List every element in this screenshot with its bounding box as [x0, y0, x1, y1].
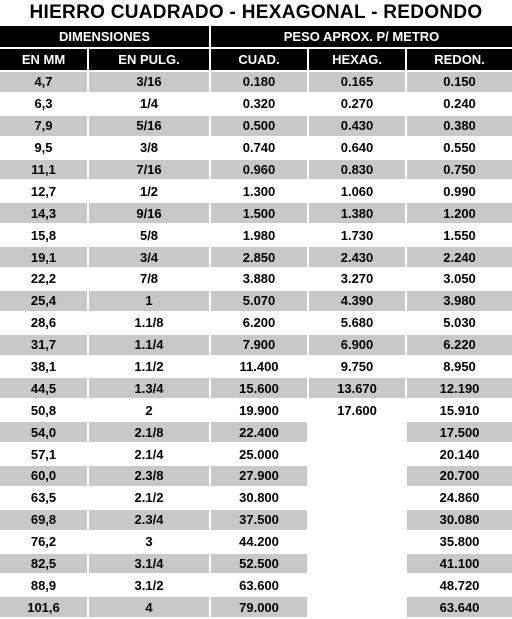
cell-square-weight: 1.500 [210, 202, 308, 224]
cell-hex-weight [308, 465, 406, 487]
cell-hex-weight: 2.430 [308, 246, 406, 268]
table-row [0, 202, 512, 224]
table-row [0, 553, 512, 575]
cell-square-weight: 1.300 [210, 180, 308, 202]
table-row [0, 93, 512, 115]
cell-mm: 69,8 [0, 509, 88, 531]
cell-square-weight: 30.800 [210, 487, 308, 509]
table-row [0, 334, 512, 356]
cell-round-weight: 12.190 [406, 377, 512, 399]
cell-mm: 38,1 [0, 356, 88, 378]
cell-hex-weight [308, 487, 406, 509]
cell-inches: 2.3/4 [88, 509, 210, 531]
cell-square-weight: 44.200 [210, 531, 308, 553]
table-row [0, 574, 512, 596]
cell-round-weight: 24.860 [406, 487, 512, 509]
cell-mm: 19,1 [0, 246, 88, 268]
cell-mm: 22,2 [0, 268, 88, 290]
cell-hex-weight: 6.900 [308, 334, 406, 356]
cell-round-weight: 6.220 [406, 334, 512, 356]
cell-round-weight: 48.720 [406, 574, 512, 596]
table-body [0, 71, 512, 618]
cell-hex-weight: 0.830 [308, 159, 406, 181]
column-header-mm: EN MM [0, 48, 88, 71]
cell-square-weight: 63.600 [210, 574, 308, 596]
weight-table [0, 26, 512, 619]
cell-inches: 1.1/4 [88, 334, 210, 356]
cell-hex-weight: 0.165 [308, 71, 406, 93]
cell-hex-weight [308, 443, 406, 465]
cell-round-weight: 63.640 [406, 596, 512, 618]
cell-round-weight: 20.700 [406, 465, 512, 487]
cell-mm: 57,1 [0, 443, 88, 465]
cell-inches: 2.1/8 [88, 421, 210, 443]
cell-square-weight: 0.960 [210, 159, 308, 181]
cell-square-weight: 27.900 [210, 465, 308, 487]
column-header-round: REDON. [406, 48, 512, 71]
cell-hex-weight: 5.680 [308, 312, 406, 334]
cell-inches: 9/16 [88, 202, 210, 224]
cell-inches: 3 [88, 531, 210, 553]
cell-mm: 28,6 [0, 312, 88, 334]
cell-round-weight: 1.550 [406, 224, 512, 246]
page-title: HIERRO CUADRADO - HEXAGONAL - REDONDO [29, 2, 483, 23]
cell-inches: 1 [88, 290, 210, 312]
cell-mm: 4,7 [0, 71, 88, 93]
cell-round-weight: 41.100 [406, 553, 512, 575]
cell-inches: 5/8 [88, 224, 210, 246]
cell-inches: 3/4 [88, 246, 210, 268]
table-row [0, 487, 512, 509]
cell-round-weight: 0.380 [406, 115, 512, 137]
cell-square-weight: 15.600 [210, 377, 308, 399]
table-row [0, 159, 512, 181]
cell-hex-weight: 13.670 [308, 377, 406, 399]
cell-inches: 1.1/8 [88, 312, 210, 334]
table-row [0, 377, 512, 399]
cell-round-weight: 15.910 [406, 399, 512, 421]
table-row [0, 137, 512, 159]
cell-square-weight: 7.900 [210, 334, 308, 356]
table-row [0, 312, 512, 334]
cell-mm: 6,3 [0, 93, 88, 115]
table-row [0, 290, 512, 312]
cell-hex-weight: 3.270 [308, 268, 406, 290]
cell-inches: 3.1/2 [88, 574, 210, 596]
dimensions-header: DIMENSIONES [0, 26, 210, 48]
column-header-hexagonal: HEXAG. [308, 48, 406, 71]
cell-mm: 60,0 [0, 465, 88, 487]
cell-inches: 1/2 [88, 180, 210, 202]
table-row [0, 224, 512, 246]
cell-mm: 101,6 [0, 596, 88, 618]
table-row [0, 71, 512, 93]
cell-round-weight: 0.150 [406, 71, 512, 93]
table-row [0, 509, 512, 531]
cell-square-weight: 19.900 [210, 399, 308, 421]
cell-inches: 2.3/8 [88, 465, 210, 487]
cell-mm: 76,2 [0, 531, 88, 553]
cell-round-weight: 35.800 [406, 531, 512, 553]
cell-square-weight: 3.880 [210, 268, 308, 290]
cell-hex-weight: 0.640 [308, 137, 406, 159]
cell-mm: 31,7 [0, 334, 88, 356]
cell-square-weight: 1.980 [210, 224, 308, 246]
header-group-row [0, 26, 512, 48]
cell-square-weight: 11.400 [210, 356, 308, 378]
cell-round-weight: 0.550 [406, 137, 512, 159]
cell-square-weight: 37.500 [210, 509, 308, 531]
cell-round-weight: 3.980 [406, 290, 512, 312]
cell-inches: 2.1/2 [88, 487, 210, 509]
cell-mm: 50,8 [0, 399, 88, 421]
cell-mm: 15,8 [0, 224, 88, 246]
cell-inches: 3/16 [88, 71, 210, 93]
column-header-square: CUAD. [210, 48, 308, 71]
cell-mm: 14,3 [0, 202, 88, 224]
cell-inches: 2 [88, 399, 210, 421]
cell-hex-weight: 4.390 [308, 290, 406, 312]
cell-inches: 1.1/2 [88, 356, 210, 378]
table-row [0, 399, 512, 421]
cell-inches: 5/16 [88, 115, 210, 137]
cell-mm: 82,5 [0, 553, 88, 575]
cell-hex-weight [308, 553, 406, 575]
cell-hex-weight [308, 421, 406, 443]
cell-square-weight: 25.000 [210, 443, 308, 465]
cell-inches: 1.3/4 [88, 377, 210, 399]
cell-square-weight: 2.850 [210, 246, 308, 268]
cell-hex-weight [308, 574, 406, 596]
column-header-row [0, 48, 512, 71]
table-row [0, 180, 512, 202]
cell-round-weight: 0.240 [406, 93, 512, 115]
table-row [0, 268, 512, 290]
cell-inches: 7/16 [88, 159, 210, 181]
column-header-inches: EN PULG. [88, 48, 210, 71]
cell-mm: 54,0 [0, 421, 88, 443]
cell-square-weight: 0.320 [210, 93, 308, 115]
cell-hex-weight: 9.750 [308, 356, 406, 378]
cell-inches: 2.1/4 [88, 443, 210, 465]
cell-inches: 7/8 [88, 268, 210, 290]
cell-square-weight: 0.500 [210, 115, 308, 137]
cell-square-weight: 79.000 [210, 596, 308, 618]
cell-round-weight: 17.500 [406, 421, 512, 443]
cell-round-weight: 30.080 [406, 509, 512, 531]
cell-square-weight: 52.500 [210, 553, 308, 575]
cell-round-weight: 0.750 [406, 159, 512, 181]
table-row [0, 356, 512, 378]
cell-mm: 88,9 [0, 574, 88, 596]
cell-mm: 63,5 [0, 487, 88, 509]
cell-mm: 7,9 [0, 115, 88, 137]
cell-mm: 11,1 [0, 159, 88, 181]
cell-square-weight: 0.180 [210, 71, 308, 93]
cell-hex-weight: 17.600 [308, 399, 406, 421]
cell-hex-weight: 0.270 [308, 93, 406, 115]
table-row [0, 246, 512, 268]
cell-hex-weight: 1.380 [308, 202, 406, 224]
cell-square-weight: 22.400 [210, 421, 308, 443]
cell-inches: 3.1/4 [88, 553, 210, 575]
cell-hex-weight [308, 531, 406, 553]
cell-hex-weight: 1.060 [308, 180, 406, 202]
cell-hex-weight: 1.730 [308, 224, 406, 246]
cell-mm: 9,5 [0, 137, 88, 159]
cell-round-weight: 3.050 [406, 268, 512, 290]
cell-round-weight: 20.140 [406, 443, 512, 465]
cell-round-weight: 2.240 [406, 246, 512, 268]
table-row [0, 115, 512, 137]
cell-mm: 25,4 [0, 290, 88, 312]
cell-hex-weight [308, 596, 406, 618]
table-row [0, 421, 512, 443]
weight-per-meter-header: PESO APROX. P/ METRO [210, 26, 512, 48]
cell-mm: 12,7 [0, 180, 88, 202]
table-row [0, 531, 512, 553]
cell-square-weight: 6.200 [210, 312, 308, 334]
cell-round-weight: 8.950 [406, 356, 512, 378]
cell-round-weight: 5.030 [406, 312, 512, 334]
cell-round-weight: 1.200 [406, 202, 512, 224]
cell-inches: 3/8 [88, 137, 210, 159]
cell-round-weight: 0.990 [406, 180, 512, 202]
table-row [0, 443, 512, 465]
table-row [0, 596, 512, 618]
cell-hex-weight [308, 509, 406, 531]
cell-square-weight: 5.070 [210, 290, 308, 312]
cell-inches: 1/4 [88, 93, 210, 115]
table-row [0, 465, 512, 487]
cell-inches: 4 [88, 596, 210, 618]
cell-hex-weight: 0.430 [308, 115, 406, 137]
cell-mm: 44,5 [0, 377, 88, 399]
cell-square-weight: 0.740 [210, 137, 308, 159]
